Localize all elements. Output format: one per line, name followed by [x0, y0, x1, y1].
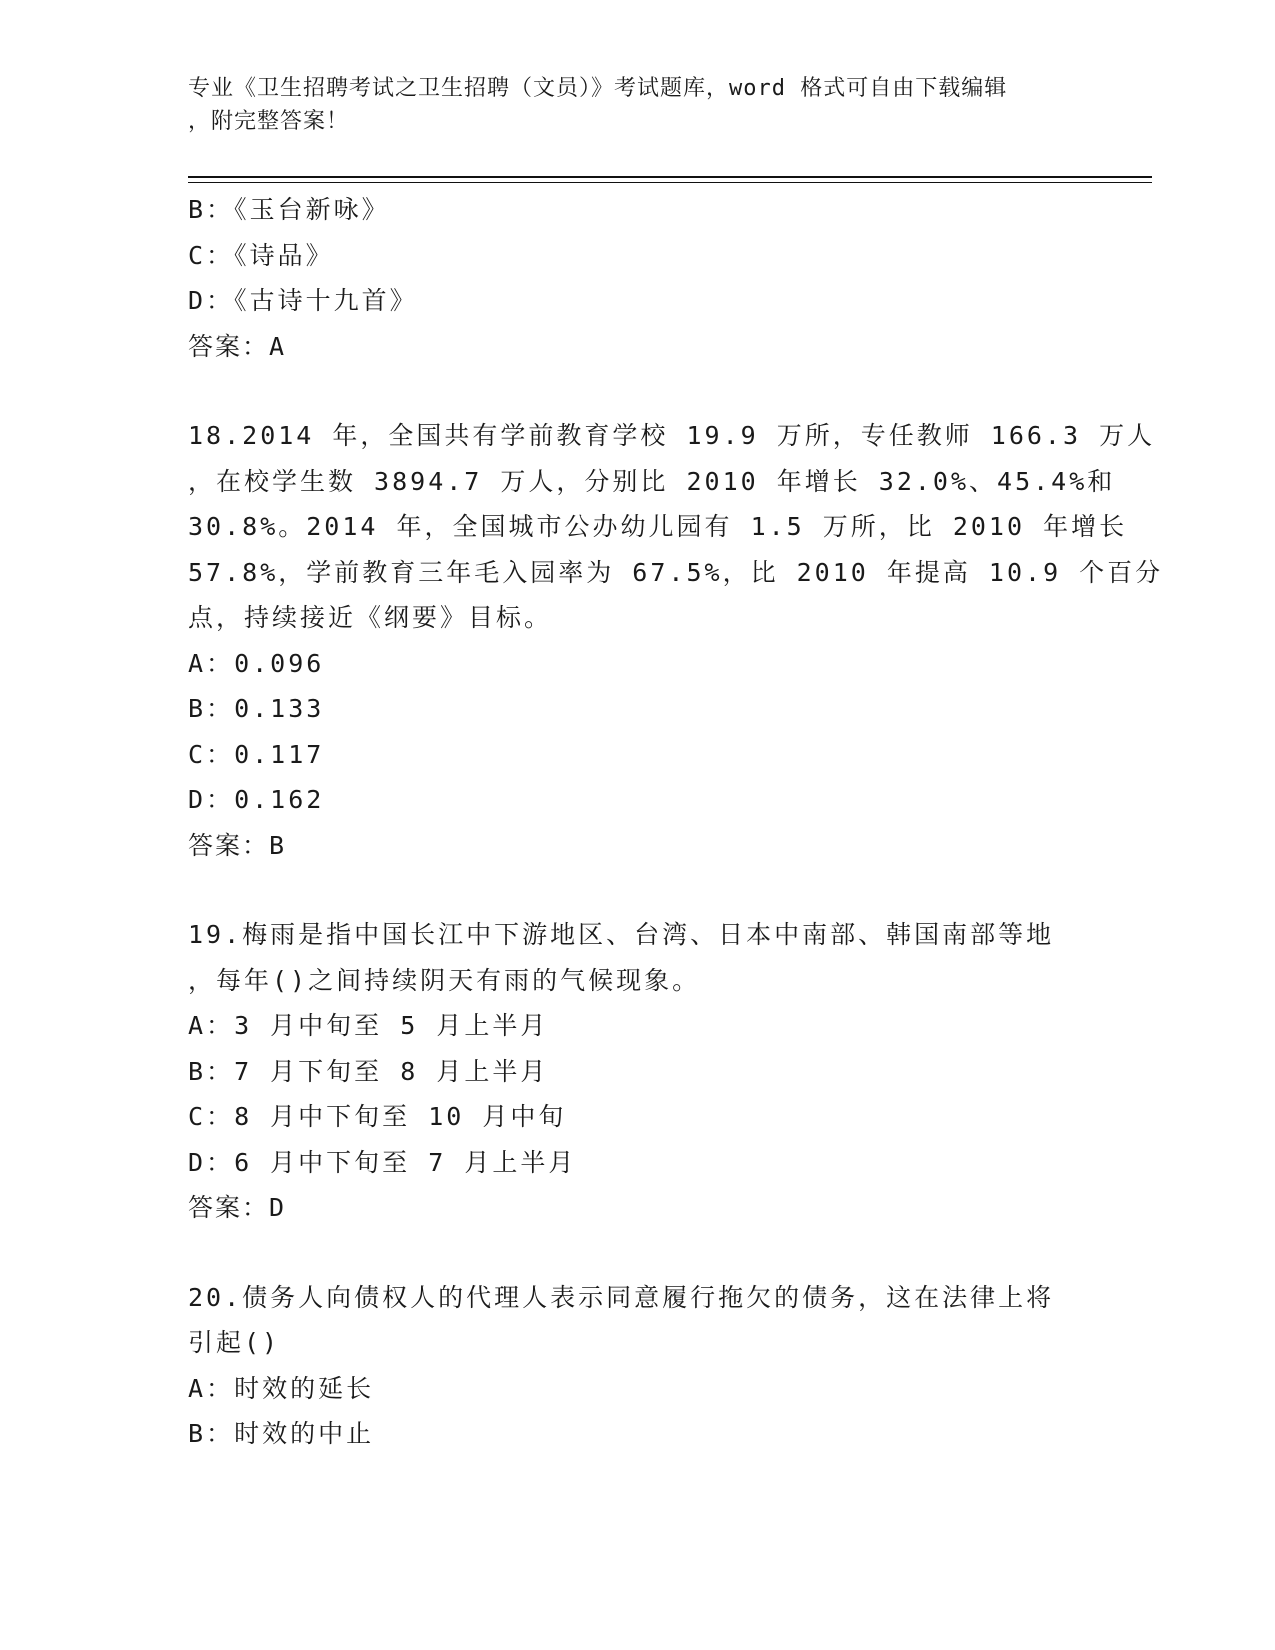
option-d: [188, 278, 1088, 324]
answer-19: 答案：D: [188, 1193, 287, 1222]
question-text-line: 引起(): [188, 1328, 281, 1357]
option-a: [188, 1003, 1088, 1049]
header-line-1: 专业《卫生招聘考试之卫生招聘（文员）》考试题库，word 格式可自由下载编辑: [188, 76, 1008, 101]
option-text: 0.117: [234, 739, 325, 769]
option-label: A：: [188, 1011, 235, 1040]
question-text-line: 19.梅雨是指中国长江中下游地区、台湾、日本中南部、韩国南部等地: [188, 920, 1055, 949]
option-d: [188, 1140, 1088, 1186]
question-text-line: ，每年()之间持续阴天有雨的气候现象。: [188, 965, 701, 995]
option-label: D：: [188, 286, 235, 315]
option-label: D：: [188, 1147, 235, 1177]
option-text: 8 月中下旬至 10 月中旬: [234, 1102, 567, 1131]
option-text: 《古诗十九首》: [234, 286, 418, 315]
option-label: B：: [188, 195, 235, 224]
header-divider-thin: [188, 182, 1152, 183]
option-b: [188, 1411, 1088, 1457]
option-d: [188, 777, 1088, 823]
option-label: A：: [188, 1373, 235, 1403]
question-17-options: [188, 187, 1088, 324]
option-b: [188, 187, 1088, 233]
header-line-2: ，附完整答案！: [188, 109, 350, 134]
option-text: 《诗品》: [234, 240, 334, 270]
spacer: [188, 1231, 1088, 1275]
option-b: [188, 686, 1088, 732]
option-label: A：: [188, 648, 235, 678]
question-text-line: 18.2014 年，全国共有学前教育学校 19.9 万所，专任教师 166.3 万人: [188, 421, 1156, 450]
option-text: 《玉台新咏》: [234, 195, 390, 224]
question-text-line: 20.债务人向债权人的代理人表示同意履行拖欠的债务，这在法律上将: [188, 1282, 1055, 1312]
question-20: [188, 1275, 1088, 1457]
option-text: 7 月下旬至 8 月上半月: [234, 1056, 549, 1086]
option-label: B：: [188, 694, 235, 723]
question-text-line: 57.8%，学前教育三年毛入园率为 67.5%，比 2010 年提高 10.9 个百分: [188, 557, 1164, 587]
option-label: C：: [188, 1102, 235, 1131]
option-label: B：: [188, 1419, 235, 1448]
question-text-line: ，在校学生数 3894.7 万人，分别比 2010 年增长 32.0%、45.4%和: [188, 466, 1116, 496]
option-text: 0.096: [234, 648, 325, 678]
option-text: 6 月中下旬至 7 月上半月: [234, 1147, 577, 1177]
answer-17: 答案：A: [188, 331, 287, 361]
option-c: [188, 1094, 1088, 1140]
option-text: 3 月中旬至 5 月上半月: [234, 1011, 549, 1040]
option-text: 0.133: [234, 694, 325, 723]
option-a: [188, 641, 1088, 687]
spacer: [188, 369, 1088, 413]
option-label: C：: [188, 739, 235, 769]
answer-18: 答案：B: [188, 830, 287, 860]
option-b: [188, 1049, 1088, 1095]
option-text: 时效的延长: [234, 1373, 375, 1403]
option-label: D：: [188, 785, 235, 814]
option-c: [188, 732, 1088, 778]
question-18: [188, 413, 1164, 868]
option-a: [188, 1366, 1088, 1412]
question-19: [188, 912, 1088, 1231]
question-text-line: 30.8%。2014 年，全国城市公办幼儿园有 1.5 万所，比 2010 年增长: [188, 512, 1128, 541]
question-text-line: 点，持续接近《纲要》目标。: [188, 603, 553, 632]
option-label: B：: [188, 1056, 235, 1086]
document-header: [188, 72, 1088, 138]
header-divider-thick: [188, 176, 1152, 178]
question-list: [188, 187, 1164, 1457]
option-label: C：: [188, 240, 235, 270]
spacer: [188, 868, 1088, 912]
option-text: 时效的中止: [234, 1419, 375, 1448]
option-c: [188, 233, 1088, 279]
option-text: 0.162: [234, 785, 325, 814]
